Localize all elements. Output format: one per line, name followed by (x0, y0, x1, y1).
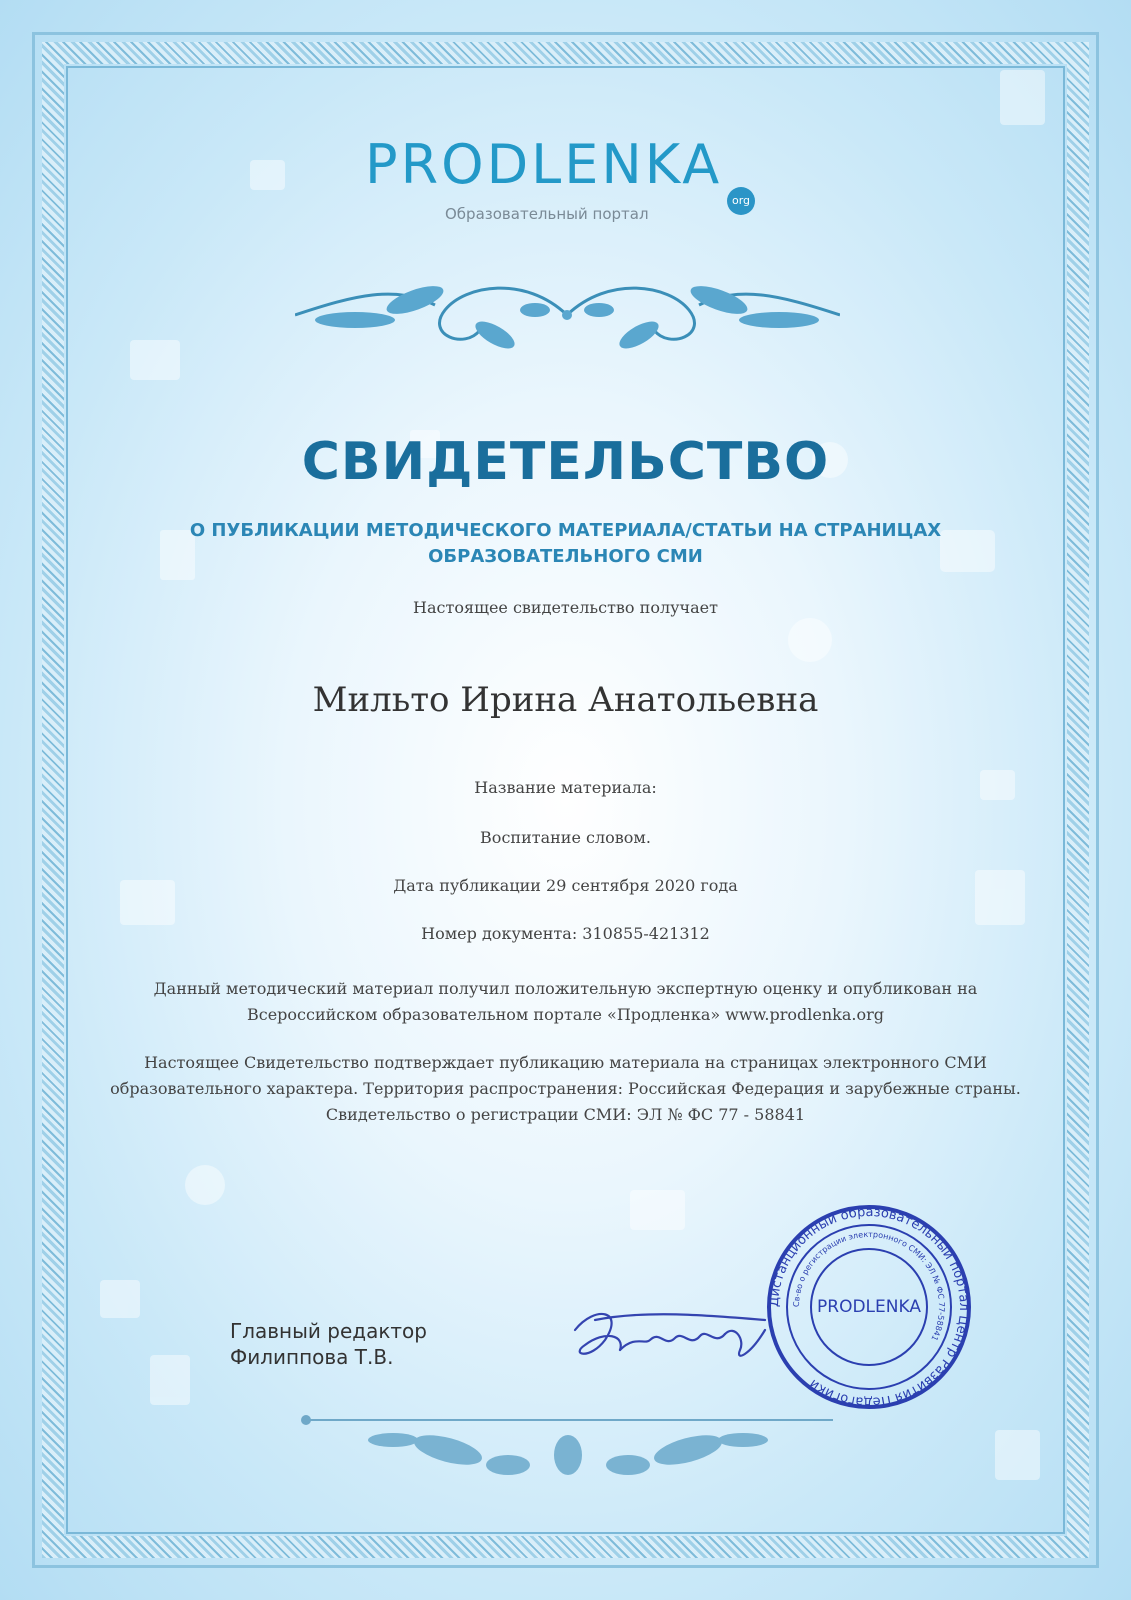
certificate-title: СВИДЕТЕЛЬСТВО (301, 432, 830, 492)
signatory-block (230, 1318, 427, 1370)
recipient-name: Мильто Ирина Анатольевна (312, 680, 819, 720)
bottom-flourish-ornament (298, 1410, 838, 1500)
signatory-title: Главный редактор (230, 1319, 427, 1343)
receives-text: Настоящее свидетельство получает (413, 598, 718, 617)
signatory-name: Филиппова Т.В. (230, 1345, 394, 1369)
stamp-outer-text: Дистанционный образовательный портал Центр Развития Педагогики (766, 1204, 972, 1410)
stamp-inner-text: Св-во о регистрации электронного СМИ: ЭЛ № ФС 77-58841 (791, 1229, 947, 1343)
logo-name: PRODLENKA (365, 133, 723, 196)
publication-date: Дата публикации 29 сентября 2020 года (393, 876, 738, 895)
logo-tagline: Образовательный портал (445, 205, 649, 223)
expert-review-paragraph: Данный методический материал получил положительную экспертную оценку и опубликован на Всероссийском образовательном портале «Продленка» www.prodlenka.org (153, 979, 978, 1024)
prodlenka-logo (365, 135, 765, 230)
top-flourish-ornament (295, 255, 840, 365)
handwritten-signature (565, 1300, 775, 1390)
stamp-logo: PRODLENKA (817, 1297, 921, 1317)
registration-paragraph: Настоящее Свидетельство подтверждает публикацию материала на страницах электронного СМИ образовательного характера. Территория распространения: Российская Федерация и зарубежные страны. Свидетельство о регистрации СМИ: ЭЛ № ФС 77 - 58841 (110, 1053, 1021, 1124)
material-title: Воспитание словом. (480, 828, 651, 847)
official-stamp (762, 1200, 977, 1415)
document-number: Номер документа: 310855-421312 (421, 924, 710, 943)
logo-domain-badge: org (727, 187, 755, 215)
certificate-subtitle: О ПУБЛИКАЦИИ МЕТОДИЧЕСКОГО МАТЕРИАЛА/СТАТЬИ НА СТРАНИЦАХ ОБРАЗОВАТЕЛЬНОГО СМИ (189, 520, 942, 567)
material-label: Название материала: (474, 778, 657, 797)
